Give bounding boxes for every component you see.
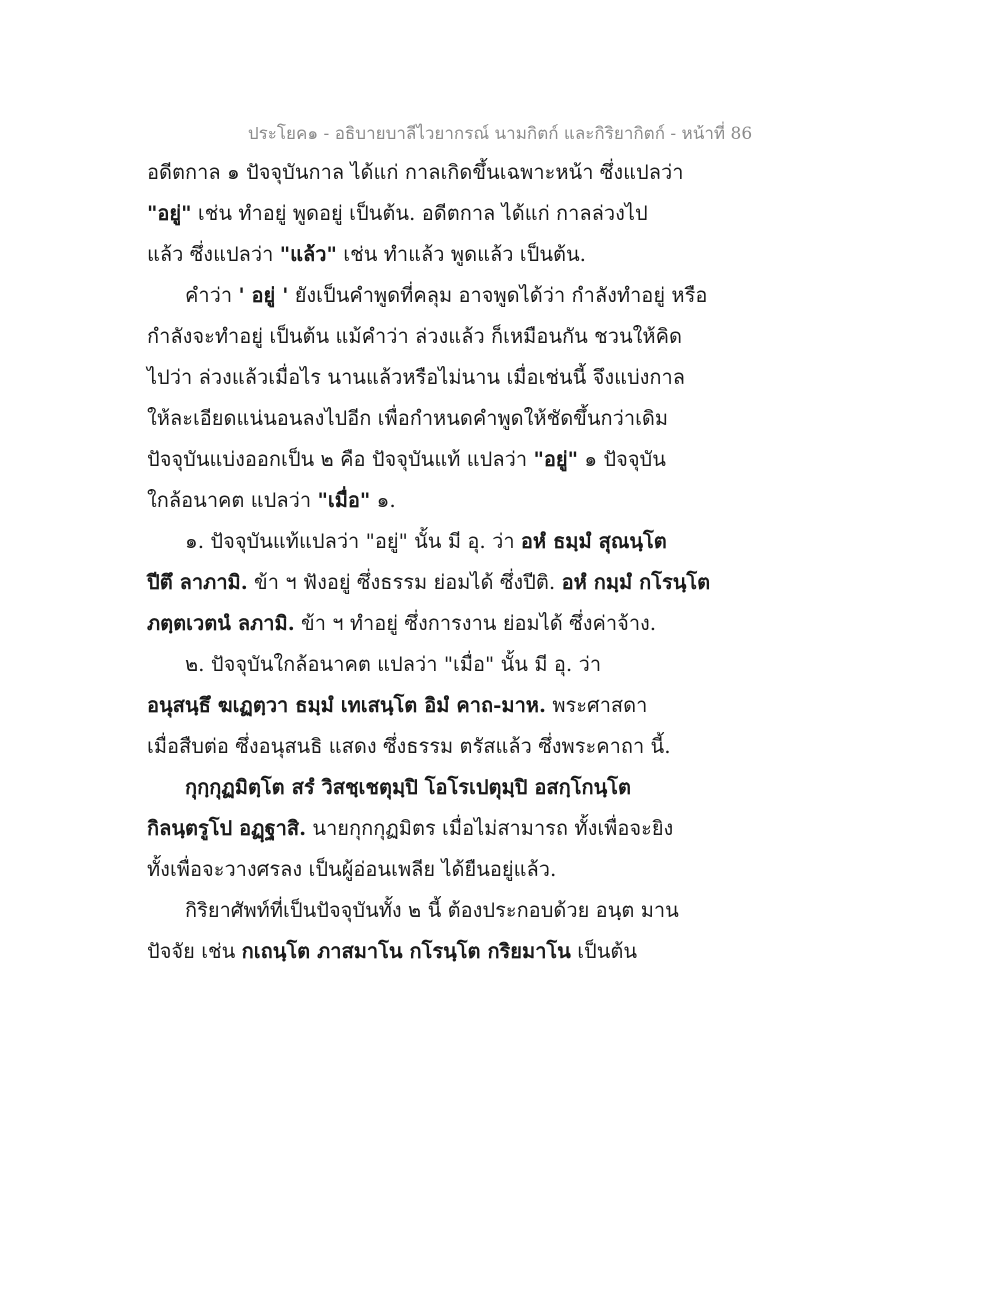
bold-text: กิลนฺตรูโป อฏฺฐาสิ. bbox=[147, 816, 307, 840]
text: ให้ละเอียดแน่นอนลงไปอีก เพื่อกำหนดคำพูดให้ชัดขึ้นกว่าเดิม bbox=[147, 406, 669, 430]
text: คำว่า bbox=[185, 283, 239, 307]
bold-text: อหํ ธมฺมํ สุณนฺโต bbox=[520, 529, 667, 553]
text: ๑. bbox=[370, 488, 396, 512]
text: ใกล้อนาคต แปลว่า bbox=[147, 488, 318, 512]
bold-text: ' อยู่ ' bbox=[238, 283, 289, 307]
text-line bbox=[147, 408, 668, 428]
text: เป็นต้น bbox=[570, 939, 638, 963]
bold-text: "แล้ว" bbox=[279, 242, 337, 266]
text: พระศาสดา bbox=[545, 693, 648, 717]
text: ๑ ปัจจุบัน bbox=[578, 447, 666, 471]
text-line bbox=[147, 941, 637, 961]
text: กำลังจะทำอยู่ เป็นต้น แม้คำว่า ล่วงแล้ว ก็เหมือนกัน ชวนให้คิด bbox=[147, 324, 682, 348]
page-header: ประโยค๑ - อธิบายบาลีไวยากรณ์ นามกิตก์ และกิริยากิตก์ - หน้าที่ 86 bbox=[247, 124, 753, 144]
text: กิริยาศัพท์ที่เป็นปัจจุบันทั้ง ๒ นี้ ต้องประกอบด้วย อนฺต มาน bbox=[185, 898, 679, 922]
bold-text: กุกฺกุฏมิตฺโต สรํ วิสชฺเชตุมฺปิ โอโรเปตุมฺปิ อสกฺโกนฺโต bbox=[185, 775, 631, 799]
text-line bbox=[185, 900, 679, 920]
text: แล้ว ซึ่งแปลว่า bbox=[147, 242, 280, 266]
text-line bbox=[185, 531, 667, 551]
bold-text: อนุสนฺธึ ฆเฏตฺวา ธมฺมํ เทเสนฺโต อิมํ คาถ-มาห. bbox=[147, 693, 546, 717]
text: ทั้งเพื่อจะวางศรลง เป็นผู้อ่อนเพลีย ได้ยืนอยู่แล้ว. bbox=[147, 857, 557, 881]
text-line bbox=[185, 654, 601, 674]
text: ข้า ฯ ทำอยู่ ซึ่งการงาน ย่อมได้ ซึ่งค่าจ้าง. bbox=[294, 611, 657, 635]
text-line bbox=[147, 449, 666, 469]
text-line bbox=[147, 572, 710, 592]
text-line bbox=[185, 285, 707, 305]
text: เช่น ทำอยู่ พูดอยู่ เป็นต้น. อดีตกาล ได้แก่ กาลล่วงไป bbox=[191, 201, 648, 225]
bold-text: ปีตึ ลาภามิ. bbox=[147, 570, 248, 594]
text: อดีตกาล ๑ ปัจจุบันกาล ได้แก่ กาลเกิดขึ้นเฉพาะหน้า ซึ่งแปลว่า bbox=[147, 160, 684, 184]
text: เช่น ทำแล้ว พูดแล้ว เป็นต้น. bbox=[336, 242, 587, 266]
bold-text: "อยู่" bbox=[533, 447, 579, 471]
text-line bbox=[147, 818, 673, 838]
bold-text: กเถนฺโต ภาสมาโน กโรนฺโต กริยมาโน bbox=[241, 939, 571, 963]
text: ๒. ปัจจุบันใกล้อนาคต แปลว่า "เมื่อ" นั้น มี อุ. ว่า bbox=[185, 652, 602, 676]
text: ยังเป็นคำพูดที่คลุม อาจพูดได้ว่า กำลังทำอยู่ หรือ bbox=[288, 283, 708, 307]
text-line bbox=[147, 326, 682, 346]
bold-text: "เมื่อ" bbox=[317, 488, 371, 512]
text: เมื่อสืบต่อ ซึ่งอนุสนธิ แสดง ซึ่งธรรม ตรัสแล้ว ซึ่งพระคาถา นี้. bbox=[147, 734, 671, 758]
text-line bbox=[147, 244, 586, 264]
text-line bbox=[147, 736, 671, 756]
text: ปัจจุบันแบ่งออกเป็น ๒ คือ ปัจจุบันแท้ แปลว่า bbox=[147, 447, 534, 471]
text-line bbox=[185, 777, 631, 797]
bold-text: "อยู่" bbox=[147, 201, 192, 225]
text-line bbox=[147, 613, 656, 633]
text: นายกุกกุฏมิตร เมื่อไม่สามารถ ทั้งเพื่อจะยิง bbox=[306, 816, 674, 840]
text-line bbox=[147, 695, 647, 715]
text-line bbox=[147, 859, 556, 879]
text: ๑. ปัจจุบันแท้แปลว่า "อยู่" นั้น มี อุ. ว่า bbox=[185, 529, 521, 553]
bold-text: ภตฺตเวตนํ ลภามิ. bbox=[147, 611, 295, 635]
text-line bbox=[147, 203, 648, 223]
text-line bbox=[147, 367, 685, 387]
text: ข้า ฯ ฟังอยู่ ซึ่งธรรม ย่อมได้ ซึ่งปีติ. bbox=[247, 570, 562, 594]
text-line bbox=[147, 162, 683, 182]
text: ไปว่า ล่วงแล้วเมื่อไร นานแล้วหรือไม่นาน เมื่อเช่นนี้ จึงแบ่งกาล bbox=[147, 365, 686, 389]
bold-text: อหํ กมฺมํ กโรนฺโต bbox=[561, 570, 711, 594]
text: ปัจจัย เช่น bbox=[147, 939, 242, 963]
text-line bbox=[147, 490, 396, 510]
